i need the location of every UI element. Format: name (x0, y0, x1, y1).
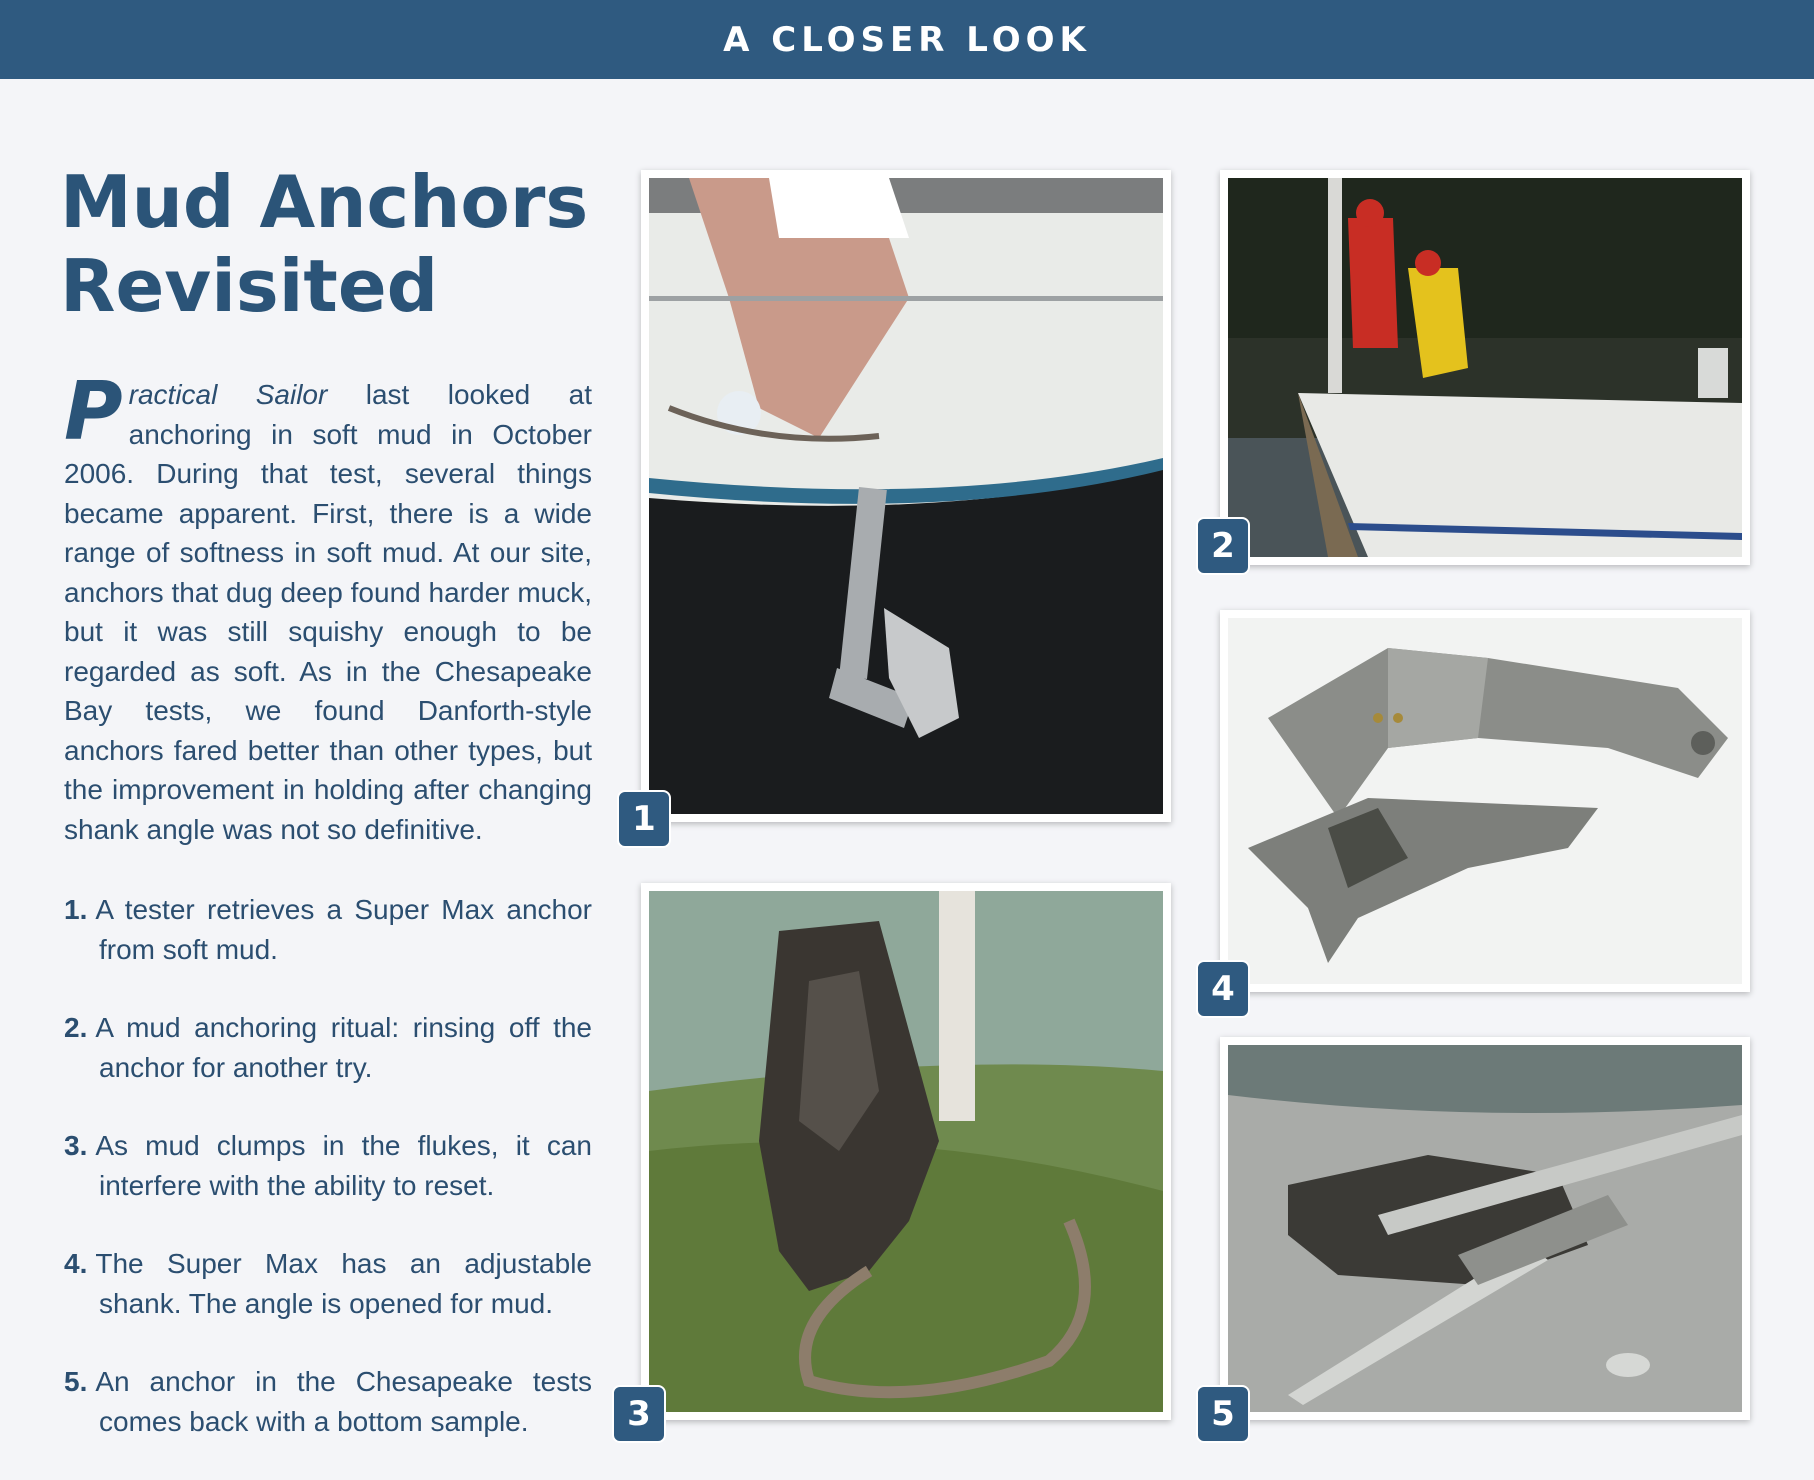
intro-text: last looked at anchoring in soft mud in October 2006. During that test, several things became apparent. First, there is a wide range of softness in soft mud. At our site, anchors that dug deep found harder muck, but it was still squishy enough to be regarded as soft. As in the Chesapeake Bay tests, we found Danforth-style anchors fared better than other types, but the improvement in holding after changing shank angle was not so definitive. (64, 379, 592, 845)
photo-2-image (1228, 178, 1742, 557)
caption-text: A mud anchoring ritual: rinsing off the anchor for another try. (95, 1012, 592, 1083)
photo-5 (1220, 1037, 1750, 1420)
section-banner-title: A CLOSER LOOK (723, 19, 1091, 60)
caption-text: An anchor in the Chesapeake tests comes back with a bottom sample. (95, 1366, 592, 1437)
section-banner (0, 0, 1814, 79)
caption-text: As mud clumps in the flukes, it can interfere with the ability to reset. (95, 1130, 592, 1201)
caption-number: 1. (64, 894, 88, 925)
photo-badge-1: 1 (617, 790, 671, 848)
article-title-line2: Revisited (60, 244, 439, 328)
photo-1 (641, 170, 1171, 822)
caption-text: A tester retrieves a Super Max anchor from soft mud. (95, 894, 592, 965)
photo-badge-4: 4 (1196, 960, 1250, 1018)
photo-badge-3: 3 (612, 1385, 666, 1443)
photo-2 (1220, 170, 1750, 565)
photo-5-image (1228, 1045, 1742, 1412)
photo-3 (641, 883, 1171, 1420)
article-title-line1: Mud Anchors (60, 160, 589, 244)
article-intro (64, 365, 592, 849)
caption-item (64, 890, 592, 969)
photo-captions (64, 890, 592, 1480)
drop-cap: P (64, 365, 123, 458)
caption-number: 4. (64, 1248, 88, 1279)
photo-4-image (1228, 618, 1742, 984)
caption-item (64, 1244, 592, 1323)
photo-badge-2: 2 (1196, 517, 1250, 575)
caption-item (64, 1362, 592, 1441)
caption-item (64, 1126, 592, 1205)
photo-badge-5: 5 (1196, 1385, 1250, 1443)
caption-number: 5. (64, 1366, 88, 1397)
photo-4 (1220, 610, 1750, 992)
photo-1-image (649, 178, 1163, 814)
caption-text: The Super Max has an adjustable shank. The angle is opened for mud. (95, 1248, 592, 1319)
caption-number: 2. (64, 1012, 88, 1043)
caption-number: 3. (64, 1130, 88, 1161)
photo-3-image (649, 891, 1163, 1412)
publication-name: ractical Sailor (128, 379, 328, 410)
caption-item (64, 1008, 592, 1087)
article-title (60, 160, 620, 328)
